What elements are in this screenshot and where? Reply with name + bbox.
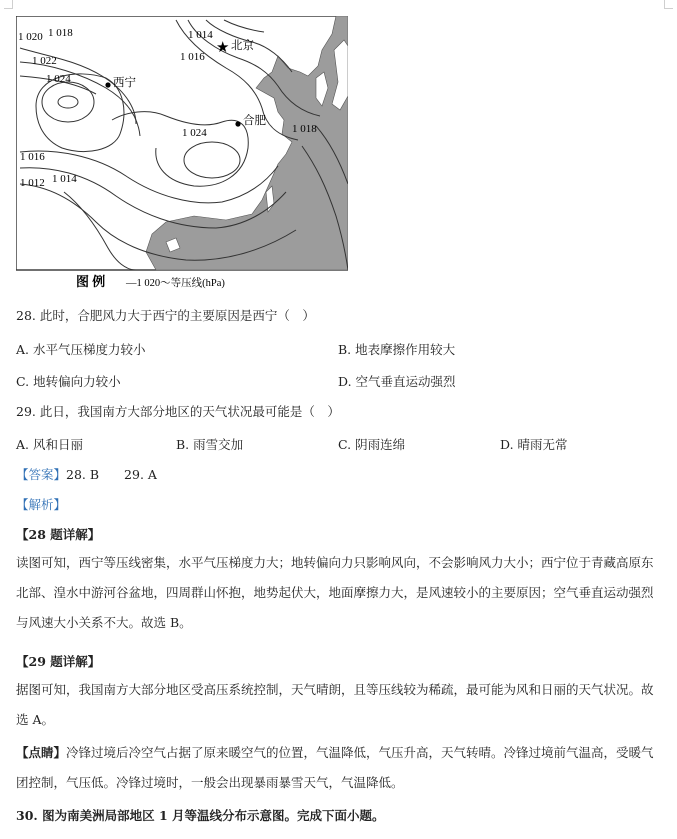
isobar-label-1012: 1 012	[20, 177, 45, 189]
q28-detail-text: 读图可知，西宁等压线密集，水平气压梯度力大；地转偏向力只影响风向，不会影响风力大小；西宁位于青藏高原东北部、湟水中游河谷盆地，四周群山怀抱，地势起伏大，地面摩擦力大，是风速较小的主要原因；空气垂直运动强烈与风速大小关系不大。故选 B。	[16, 555, 654, 630]
hefei-label: 合肥	[243, 115, 266, 127]
tip-paragraph	[16, 738, 664, 798]
q29-option-c: C. 阴雨连绵	[338, 437, 406, 452]
legend-title: 图 例	[76, 274, 106, 289]
answer-label: 【答案】	[16, 467, 67, 482]
tip-text: 冷锋过境后冷空气占据了原来暖空气的位置，气温降低，气压升高，天气转晴。冷锋过境前气温高，受暖气团控制，气压低。冷锋过境时，一般会出现暴雨暴雪天气，气温降低。	[16, 745, 654, 790]
q29-option-a: A. 风和日丽	[16, 437, 83, 452]
isobar-map-figure	[16, 16, 348, 294]
isobar-label-1024-west: 1 024	[46, 73, 71, 85]
isobar-label-1014-north: 1 014	[188, 29, 213, 41]
q28-option-a: A. 水平气压梯度力较小	[16, 342, 146, 357]
q28-stem: 28. 此时，合肥风力大于西宁的主要原因是西宁（ ）	[16, 308, 315, 323]
q30-stem: 30. 图为南美洲局部地区 1 月等温线分布示意图。完成下面小题。	[16, 808, 385, 823]
beijing-label: 北京	[231, 40, 254, 52]
q29-stem: 29. 此日，我国南方大部分地区的天气状况最可能是（ ）	[16, 404, 340, 419]
xining-label: 西宁	[113, 77, 136, 89]
q28-option-c: C. 地转偏向力较小	[16, 374, 121, 389]
beijing-star-icon: ★	[216, 40, 230, 56]
answer-text: 28. B 29. A	[66, 467, 157, 482]
isobar-label-1024-east: 1 024	[182, 127, 207, 139]
isobar-label-1016-north: 1 016	[180, 51, 205, 63]
isobar-label-1014-west: 1 014	[52, 173, 77, 185]
q28-option-b: B. 地表摩擦作用较大	[338, 342, 456, 357]
isobar-label-1022: 1 022	[32, 55, 57, 67]
isobar-label-1020: 1 020	[18, 31, 43, 43]
q29-option-d: D. 晴雨无常	[500, 437, 568, 452]
legend-item: —1 020～等压线(hPa)	[126, 278, 225, 289]
q29-option-b: B. 雨雪交加	[176, 437, 244, 452]
analysis-label: 【解析】	[16, 497, 67, 512]
isobar-label-1018-east: 1 018	[292, 123, 317, 135]
tip-label: 【点睛】	[16, 745, 67, 760]
hefei-dot	[235, 121, 240, 126]
isobar-label-1018: 1 018	[48, 27, 73, 39]
answer-line	[16, 467, 157, 483]
q28-detail-label: 【28 题详解】	[16, 527, 101, 542]
q29-detail-text: 据图可知，我国南方大部分地区受高压系统控制，天气晴朗，且等压线较为稀疏，最可能为风和日丽的天气状况。故选 A。	[16, 682, 654, 727]
xining-dot	[105, 82, 110, 87]
page-corner-right	[664, 0, 673, 9]
isobar-label-1016-west: 1 016	[20, 151, 45, 163]
q28-option-d: D. 空气垂直运动强烈	[338, 374, 456, 389]
page-corner-left	[4, 0, 13, 9]
q29-detail-label: 【29 题详解】	[16, 654, 101, 669]
